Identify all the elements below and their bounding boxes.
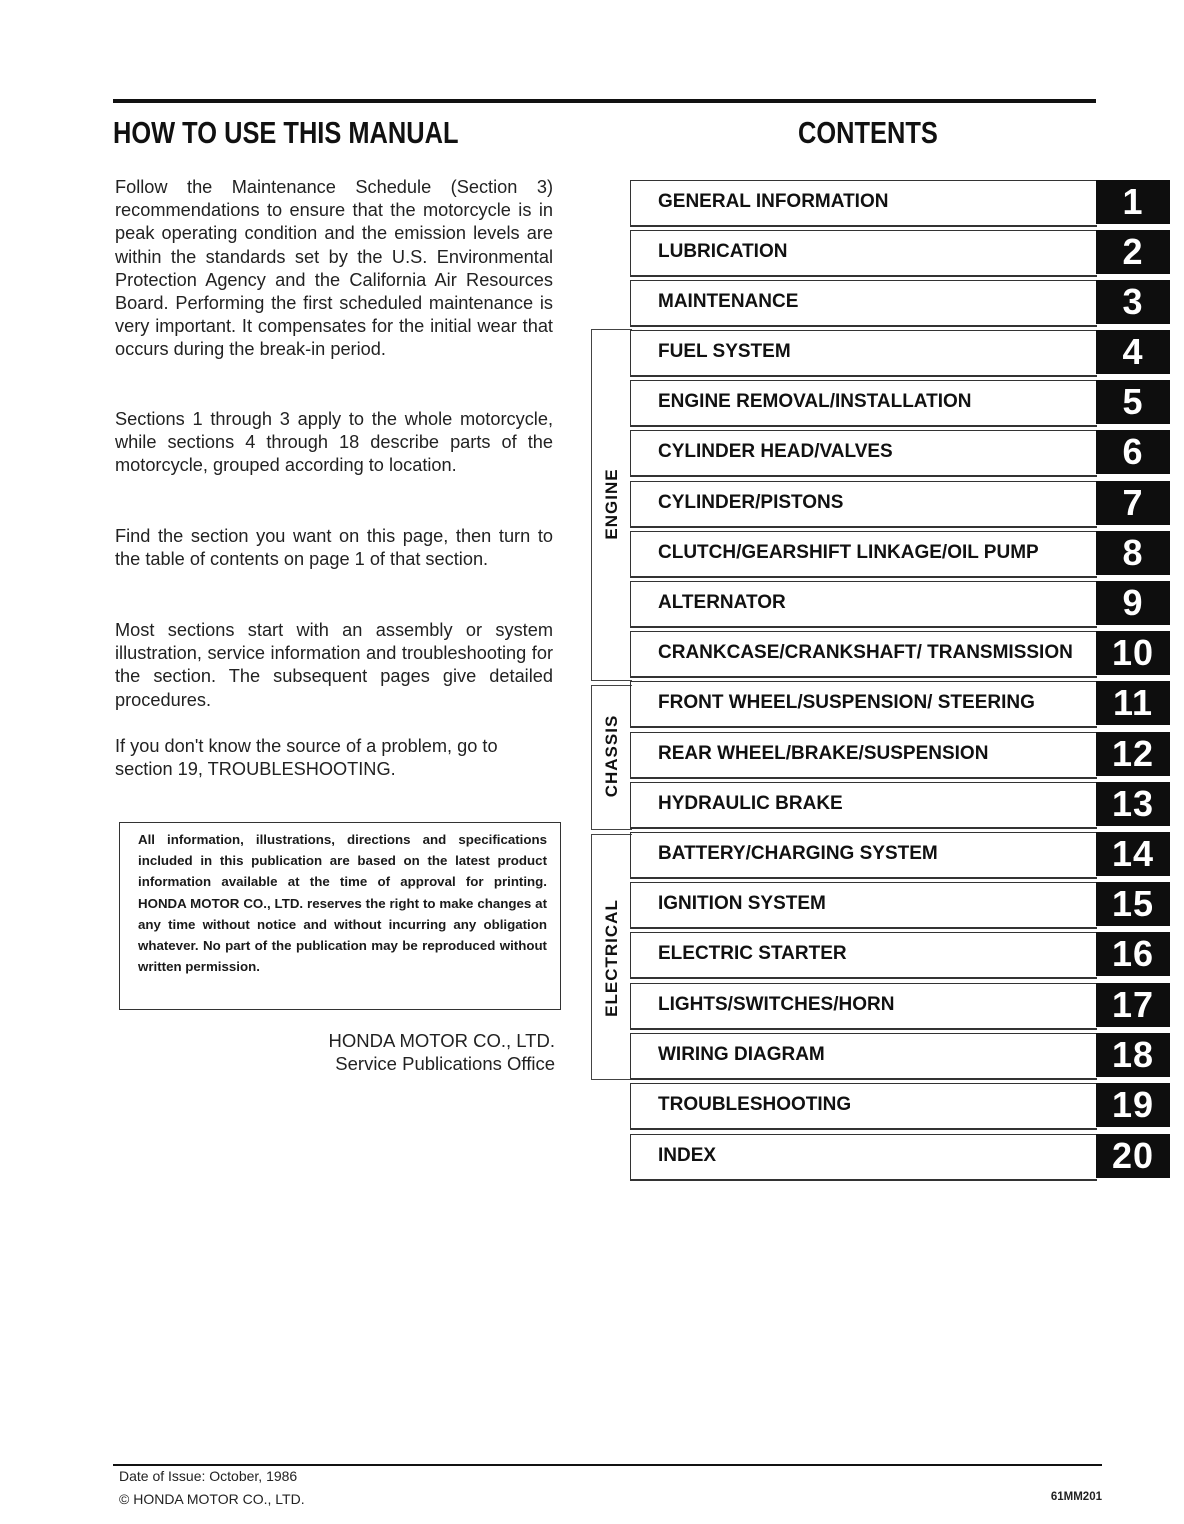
toc-item-label: MAINTENANCE: [658, 291, 799, 312]
toc-item-label: ALTERNATOR: [658, 592, 786, 613]
toc-item-number: 15: [1096, 882, 1170, 926]
toc-item[interactable]: [630, 230, 1170, 276]
toc-item[interactable]: [630, 782, 1170, 828]
toc-item[interactable]: [630, 932, 1170, 978]
manual-usage-heading: HOW TO USE THIS MANUAL: [113, 115, 459, 150]
toc-item-number: 19: [1096, 1083, 1170, 1127]
toc-item-label: ENGINE REMOVAL/INSTALLATION: [658, 391, 972, 412]
toc-item-number: 9: [1096, 581, 1170, 625]
toc-item-number: 11: [1096, 681, 1170, 725]
publisher-office: Service Publications Office: [335, 1053, 555, 1074]
toc-item[interactable]: [630, 631, 1170, 677]
toc-item-number: 1: [1096, 180, 1170, 224]
toc-item-number: 17: [1096, 983, 1170, 1027]
toc-item[interactable]: [630, 531, 1170, 577]
toc-item-number: 14: [1096, 832, 1170, 876]
toc-item-number: 5: [1096, 380, 1170, 424]
toc-item-label: CYLINDER/PISTONS: [658, 492, 844, 513]
toc-item-label: CYLINDER HEAD/VALVES: [658, 441, 893, 462]
toc-item-number: 2: [1096, 230, 1170, 274]
toc-item-number: 8: [1096, 531, 1170, 575]
contents-heading: CONTENTS: [798, 115, 938, 150]
toc-item-label: CRANKCASE/CRANKSHAFT/ TRANSMISSION: [658, 642, 1073, 663]
troubleshooting-paragraph: If you don't know the source of a problem, go to section 19, TROUBLESHOOTING.: [115, 736, 498, 780]
document-code: 61MM201: [1050, 1491, 1102, 1503]
toc-item-label: CLUTCH/GEARSHIFT LINKAGE/OIL PUMP: [658, 542, 1039, 563]
toc-item[interactable]: [630, 1033, 1170, 1079]
toc-item-label: REAR WHEEL/BRAKE/SUSPENSION: [658, 743, 989, 764]
bottom-rule: [113, 1464, 1102, 1466]
electrical-group-label: ELECTRICAL: [602, 899, 621, 1017]
sections-paragraph: Sections 1 through 3 apply to the whole motorcycle, while sections 4 through 18 describe parts of the motorcycle, grouped according to location.: [115, 409, 553, 476]
toc-item-number: 13: [1096, 782, 1170, 826]
toc-item[interactable]: [630, 581, 1170, 627]
toc-item-number: 18: [1096, 1033, 1170, 1077]
copyright-notice-box: All information, illustrations, directions and specifications included in this publication are based on the latest product information available at the time of approval for printing. HONDA MOTOR CO., LTD. reserves the right to make changes at any time without notice and without incurring any obligation whatever. No part of the publication may be reproduced without written permission.: [119, 822, 561, 1010]
toc-item-label: BATTERY/CHARGING SYSTEM: [658, 843, 938, 864]
chassis-group-label: CHASSIS: [602, 714, 621, 798]
intro-paragraph: Follow the Maintenance Schedule (Section 3) recommendations to ensure that the motorcycle is in peak operating condition and the emission levels are within the standards set by the U.S. Environmental Protection Agency and the California Air Resources Board. Performing the first scheduled maintenance is very important. It compensates for the initial wear that occurs during the break-in period.: [115, 177, 553, 360]
toc-item-number: 16: [1096, 932, 1170, 976]
issue-date: Date of Issue: October, 1986: [119, 1468, 298, 1484]
toc-item-label: HYDRAULIC BRAKE: [658, 793, 843, 814]
toc-item[interactable]: [630, 430, 1170, 476]
toc-item[interactable]: [630, 681, 1170, 727]
toc-item-label: GENERAL INFORMATION: [658, 191, 889, 212]
toc-item-label: LUBRICATION: [658, 241, 788, 262]
toc-item-number: 12: [1096, 732, 1170, 776]
toc-item[interactable]: [630, 732, 1170, 778]
toc-item-label: IGNITION SYSTEM: [658, 893, 826, 914]
toc-item[interactable]: [630, 832, 1170, 878]
toc-item-label: ELECTRIC STARTER: [658, 943, 847, 964]
engine-group-label: ENGINE: [602, 468, 621, 540]
toc-item[interactable]: [630, 983, 1170, 1029]
toc-item-number: 10: [1096, 631, 1170, 675]
find-section-paragraph: Find the section you want on this page, then turn to the table of contents on page 1 of that section.: [115, 526, 553, 570]
toc-item-number: 7: [1096, 481, 1170, 525]
toc-item-label: TROUBLESHOOTING: [658, 1094, 852, 1115]
toc-item-number: 4: [1096, 330, 1170, 374]
publisher-name: HONDA MOTOR CO., LTD.: [328, 1030, 555, 1051]
toc-item-label: FUEL SYSTEM: [658, 341, 791, 362]
toc-item[interactable]: [630, 481, 1170, 527]
toc-item[interactable]: [630, 330, 1170, 376]
section-structure-paragraph: Most sections start with an assembly or system illustration, service information and troubleshooting for the section. The subsequent pages give detailed procedures.: [115, 620, 553, 710]
toc-item[interactable]: [630, 882, 1170, 928]
toc-item[interactable]: [630, 280, 1170, 326]
toc-item[interactable]: [630, 1083, 1170, 1129]
toc-item-label: INDEX: [658, 1145, 717, 1166]
top-rule: [113, 99, 1096, 103]
toc-item[interactable]: [630, 380, 1170, 426]
toc-item-label: FRONT WHEEL/SUSPENSION/ STEERING: [658, 692, 1035, 713]
toc-item-number: 3: [1096, 280, 1170, 324]
toc-item-label: WIRING DIAGRAM: [658, 1044, 825, 1065]
toc-item-number: 6: [1096, 430, 1170, 474]
toc-item-label: LIGHTS/SWITCHES/HORN: [658, 994, 895, 1015]
toc-item[interactable]: [630, 1134, 1170, 1180]
copyright-line: © HONDA MOTOR CO., LTD.: [119, 1491, 305, 1507]
toc-item-number: 20: [1096, 1134, 1170, 1178]
toc-item[interactable]: [630, 180, 1170, 226]
